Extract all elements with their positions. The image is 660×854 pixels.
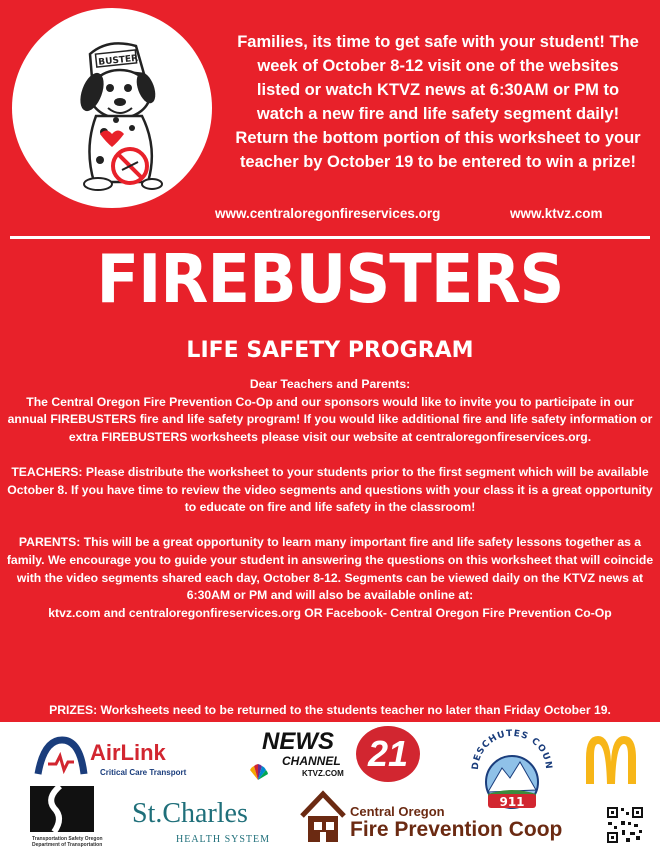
- dalmatian-mascot-icon: [12, 8, 212, 208]
- sponsor-panel: [0, 722, 660, 854]
- page-title: FIREBUSTERS: [96, 240, 564, 318]
- intro-line: week of October 8-12 visit one of the websites: [257, 57, 619, 75]
- airlink-name: AirLink: [90, 740, 166, 765]
- intro-text: [218, 30, 658, 174]
- qr-code[interactable]: [606, 806, 644, 844]
- coop-line-2: Fire Prevention Coop: [350, 818, 563, 841]
- letter-intro: The Central Oregon Fire Prevention Co-Op and our sponsors would like to invite you to participate in our annual FIREBUSTERS fire and life safety program! If you would like additional fire and life safety information or extra FIREBUSTERS worksheets please visit our website at centraloregonfireservices.org.: [7, 394, 653, 444]
- news-site: KTVZ.COM: [302, 769, 344, 778]
- qr-code-icon: [606, 806, 644, 844]
- airlink-swoosh-icon: [34, 734, 88, 782]
- house-icon: [300, 790, 346, 844]
- intro-line: Families, its time to get safe with your student! The: [237, 33, 639, 51]
- deschutes-arc-text: DESCHUTES COUN: [470, 728, 554, 771]
- page-subtitle: [0, 337, 660, 365]
- letter-prizes: PRIZES: Worksheets need to be returned to the students teacher no later than Friday October 19.: [49, 703, 611, 717]
- st-charles-name: St.Charles: [132, 798, 248, 829]
- coop-line-1: Central Oregon: [350, 804, 445, 819]
- odot-caption: Transportation Safety Oregon Department of Transportation: [32, 836, 103, 848]
- deschutes-seal-icon: [466, 724, 558, 814]
- letter-greeting: Dear Teachers and Parents:: [249, 377, 411, 391]
- deschutes-911-logo: [466, 724, 558, 819]
- intro-line: watch a new fire and life safety segment daily!: [256, 105, 620, 123]
- mascot-logo: [12, 8, 212, 208]
- airlink-logo: [34, 734, 187, 787]
- letter-body: [6, 376, 654, 717]
- peacock-icon: [248, 764, 268, 780]
- st-charles-subtitle: HEALTH SYSTEM: [176, 834, 271, 845]
- news-word: NEWS: [262, 728, 334, 755]
- airlink-tagline: Critical Care Transport: [100, 768, 187, 777]
- odot-logo: [24, 782, 108, 848]
- mcdonalds-logo: [582, 732, 640, 791]
- letter-teachers: TEACHERS: Please distribute the worksheet to your students prior to the first segment which will be available October 8. If you have time to review the video segments and questions with your class it is a great opportunity to educate on fire and life safety in the classroom!: [7, 464, 653, 515]
- site-link[interactable]: www.centraloregonfireservices.org: [215, 206, 441, 221]
- news-channel-21-logo: [248, 728, 428, 790]
- letter-parents-links: ktvz.com and centraloregonfireservices.org OR Facebook- Central Oregon Fire Prevention Co-Op: [48, 605, 612, 620]
- golden-arches-icon: [582, 732, 640, 786]
- divider-top: [10, 236, 650, 239]
- ktvz-link[interactable]: www.ktvz.com: [510, 206, 603, 221]
- mascot-hat-text: BUSTER: [97, 53, 139, 68]
- intro-line: teacher by October 19 to be entered to win a prize!: [239, 153, 637, 171]
- intro-line: Return the bottom portion of this worksheet to your: [235, 129, 641, 147]
- intro-line: listed or watch KTVZ news at 6:30AM or PM to: [256, 81, 620, 99]
- letter-parents: PARENTS: This will be a great opportunity to learn many important fire and life safety lessons together as a family. We encourage you to guide your student in answering the questions on this worksheet that will coincide with the video segments shared each day, October 8-12. Segments can be viewed daily on the KTVZ news at 6:30AM or PM and will also be available online at:: [6, 535, 654, 603]
- deschutes-number: 911: [499, 795, 525, 809]
- odot-road-icon: [24, 782, 108, 836]
- news-number: 21: [356, 726, 420, 782]
- subtitle-text: LIFE SAFETY PROGRAM: [180, 338, 479, 363]
- news-channel: CHANNEL: [282, 754, 341, 768]
